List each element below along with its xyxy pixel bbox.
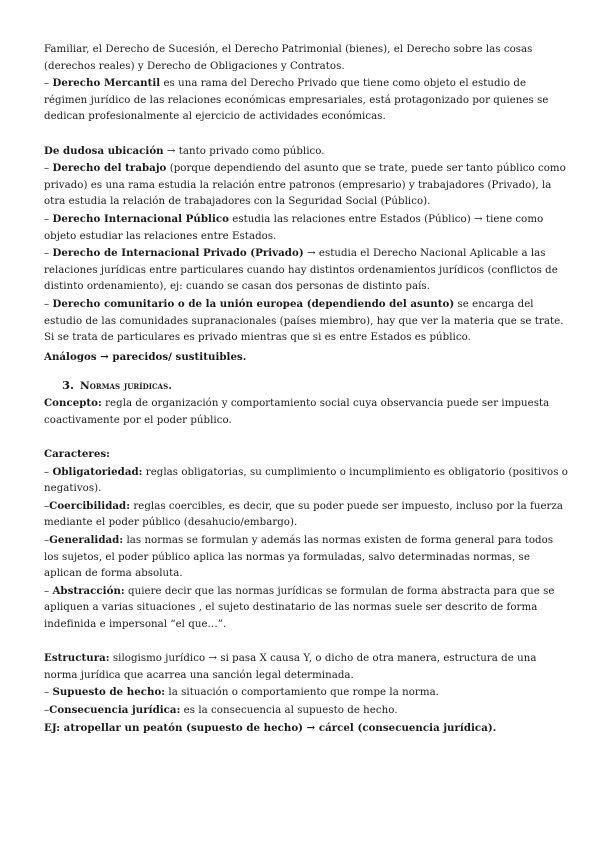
paragraph-derecho-internacional-publico: – Derecho Internacional Público estudia las relaciones entre Estados (Público) → tiene como objeto estudiar las relaciones entre Estados.: [44, 212, 544, 242]
term-obligatoriedad: Obligatoriedad:: [52, 465, 143, 478]
term-caracteres: Caracteres:: [44, 448, 110, 461]
document-page: [44, 42, 570, 737]
blank-line: [44, 429, 570, 446]
term-derecho-trabajo: Derecho del trabajo: [52, 162, 167, 175]
paragraph-derecho-mercantil: – Derecho Mercantil es una rama del Derecho Privado que tiene como objeto el estudio de régimen jurídico de las relaciones económicas empresariales, está protagonizado por quienes se dedican profesionalmente al ejercicio de actividades económicas.: [44, 77, 549, 123]
blank-line: [44, 126, 570, 143]
paragraph-analogos: [44, 349, 570, 367]
term-analogos: Análogos → parecidos/ sustituibles.: [44, 350, 247, 363]
term-ejemplo: EJ: atropellar un peatón (supuesto de hecho) → cárcel (consecuencia jurídica).: [44, 721, 497, 734]
paragraph-derecho-internacional-privado: – Derecho de Internacional Privado (Privado) → estudia el Derecho Nacional Aplicable a las relaciones jurídicas entre particulares cuando hay distintos ordenamientos jurídicos (conflictos de distinto ordenamiento), ej: cuando se casan dos personas de distinto país.: [44, 247, 558, 293]
paragraph-obligatoriedad: – Obligatoriedad: reglas obligatorias, su cumplimiento o incumplimiento es obligatorio (positivos o negativos).: [44, 465, 568, 495]
term-consecuencia-juridica: Consecuencia jurídica:: [49, 703, 181, 716]
term-derecho-internacional-privado: Derecho de Internacional Privado (Privado): [52, 247, 304, 260]
term-generalidad: Generalidad:: [49, 534, 124, 547]
paragraph-generalidad: –Generalidad: las normas se formulan y además las normas existen de forma general para todos los sujetos, el poder público aplica las normas ya formuladas, salvo determinadas normas, se aplican de forma absoluta.: [44, 534, 554, 580]
section-title: Normas jurídicas.: [80, 380, 172, 393]
term-derecho-comunitario: Derecho comunitario o de la unión europea (dependiendo del asunto): [52, 297, 455, 310]
term-abstraccion: Abstracción:: [52, 584, 125, 597]
paragraph-derecho-trabajo: – Derecho del trabajo (porque dependiendo del asunto que se trate, puede ser tanto público como privado) es una rama estudia la relación entre patronos (empresario) y trabajadores (Privado), la otra estudia la relación de trabajadores con la Seguridad Social (Público).: [44, 162, 566, 208]
paragraph-caracteres: [44, 446, 570, 464]
paragraph-dudosa-ubicacion: De dudosa ubicación → tanto privado como público.: [44, 144, 325, 157]
term-estructura: Estructura:: [44, 652, 110, 665]
paragraph-consecuencia-juridica: –Consecuencia jurídica: es la consecuencia al supuesto de hecho.: [44, 703, 398, 716]
paragraph-ejemplo: [44, 720, 570, 738]
blank-line: [44, 634, 570, 651]
paragraph-derecho-civil-continuation: Familiar, el Derecho de Sucesión, el Derecho Patrimonial (bienes), el Derecho sobre las cosas (derechos reales) y Derecho de Obligaciones y Contratos.: [44, 44, 533, 72]
term-dudosa-ubicacion: De dudosa ubicación: [44, 144, 164, 157]
term-concepto: Concepto:: [44, 397, 102, 410]
paragraph-estructura: Estructura: silogismo jurídico → si pasa X causa Y, o dicho de otra manera, estructura de una norma jurídica que acarrea una sanción legal determinada.: [44, 652, 537, 681]
term-supuesto-de-hecho: Supuesto de hecho:: [52, 686, 166, 699]
section-number: 3.: [62, 378, 75, 393]
paragraph-supuesto-de-hecho: – Supuesto de hecho: la situación o comportamiento que rompe la norma.: [44, 686, 439, 699]
paragraph-concepto: Concepto: regla de organización y comportamiento social cuya observancia puede ser impuesta coactivamente por el poder público.: [44, 397, 550, 426]
paragraph-derecho-comunitario: – Derecho comunitario o de la unión europea (dependiendo del asunto) se encarga del estudio de las comunidades supranacionales (países miembro), hay que ver la materia que se trate. Si se trata de particulares es privado mientras que si es entre Estados es público.: [44, 297, 564, 344]
term-coercibilidad: Coercibilidad:: [49, 499, 131, 512]
section-heading-normas-juridicas: [62, 376, 570, 395]
term-derecho-mercantil: Derecho Mercantil: [52, 77, 161, 90]
term-derecho-internacional-publico: Derecho Internacional Público: [52, 212, 229, 225]
paragraph-coercibilidad: –Coercibilidad: reglas coercibles, es decir, que su poder puede ser impuesto, incluso por la fuerza mediante el poder público (desahucio/embargo).: [44, 499, 564, 529]
paragraph-abstraccion: – Abstracción: quiere decir que las normas jurídicas se formulan de forma abstracta para que se apliquen a varias situaciones , el sujeto destinatario de las normas suele ser descrito de forma indefinida e impersonal “el que…”.: [44, 584, 555, 630]
